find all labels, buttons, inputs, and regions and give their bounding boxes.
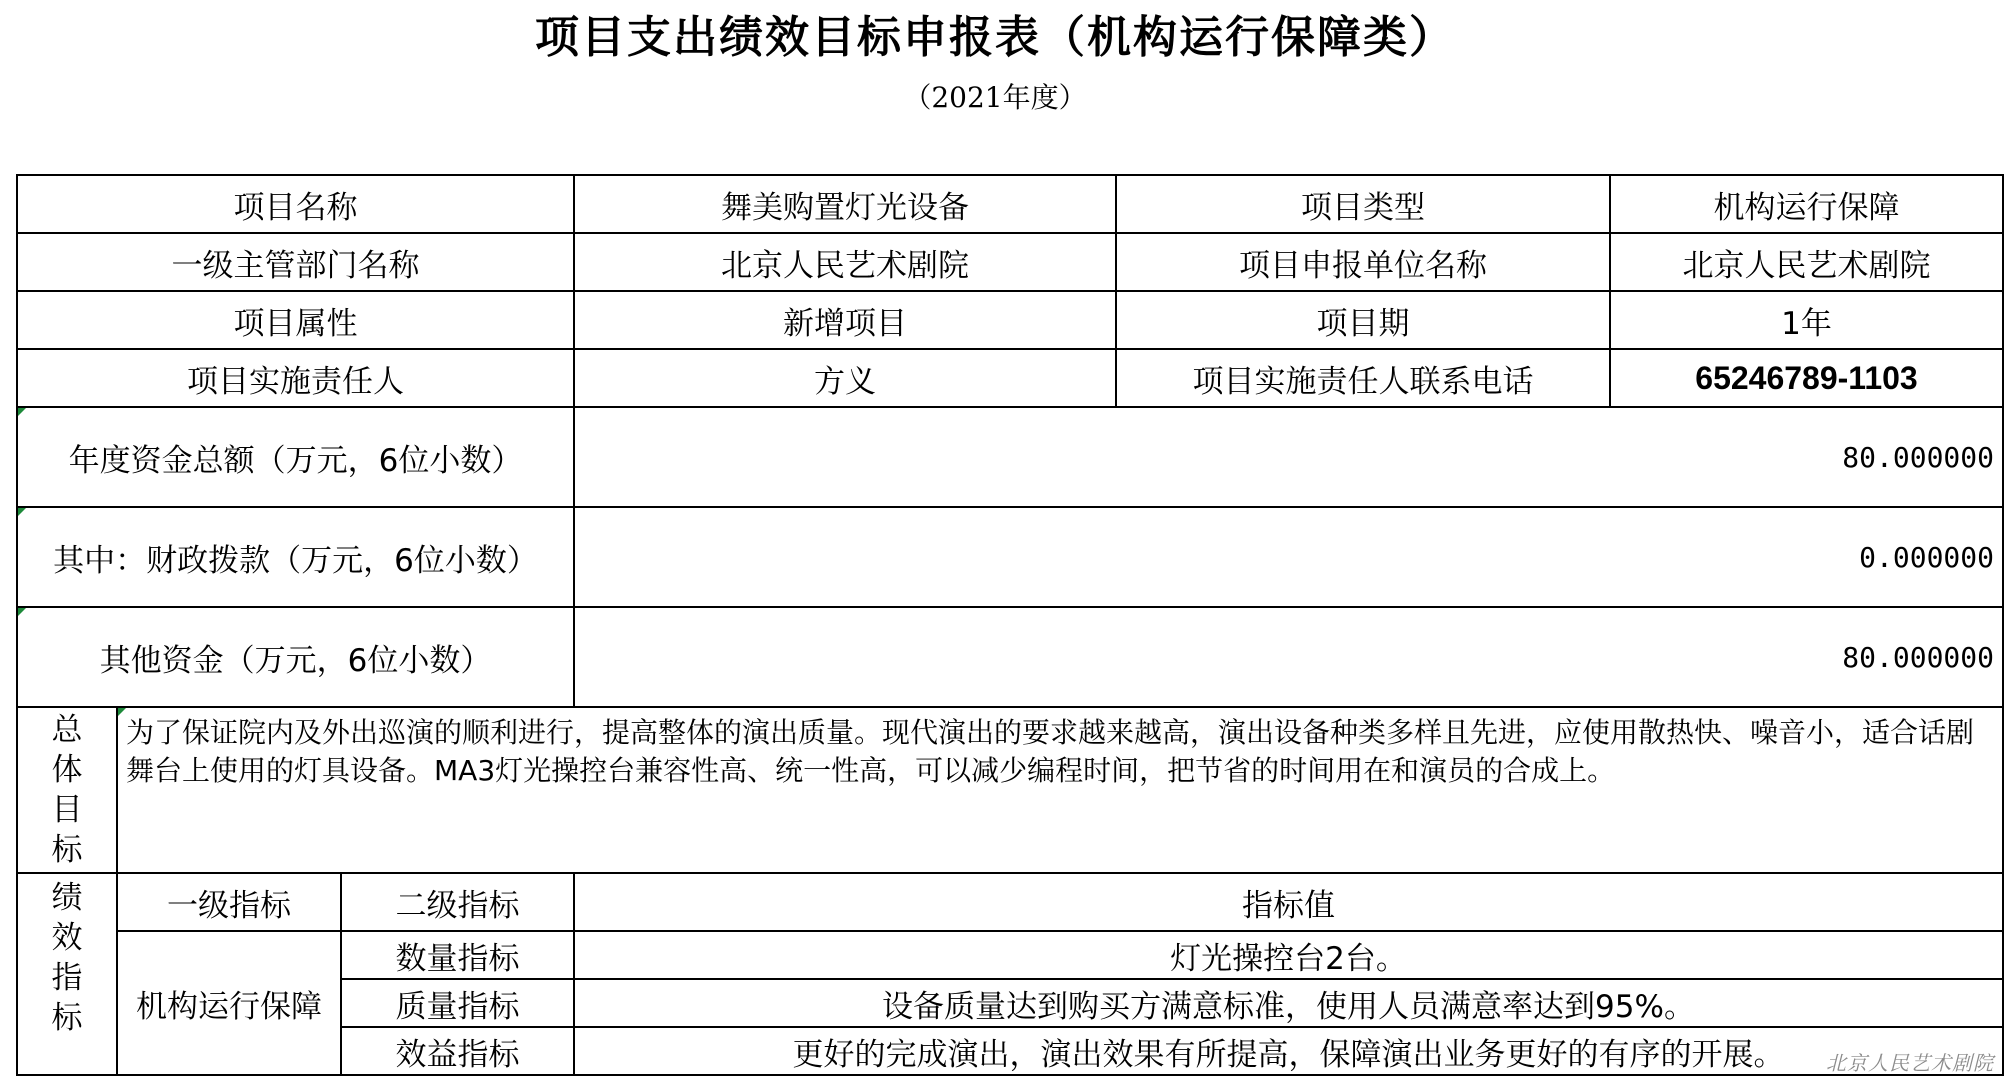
total-funds-text: 年度资金总额（万元，6位小数） — [68, 442, 523, 479]
performance-indicator-label — [17, 873, 117, 1075]
overall-goal-label — [17, 707, 117, 873]
goal-label-char: 总 — [51, 712, 83, 748]
other-funds-text: 其他资金（万元，6位小数） — [99, 642, 492, 679]
cell-marker-icon — [18, 608, 26, 616]
row-other-funds — [17, 607, 2003, 707]
phone-label: 项目实施责任人联系电话 — [1116, 349, 1610, 407]
total-funds-value: 80.000000 — [574, 407, 2003, 507]
page-title: 项目支出绩效目标申报表（机构运行保障类） — [535, 12, 1455, 63]
attr-label: 项目属性 — [17, 291, 574, 349]
fiscal-funds-label — [17, 507, 574, 607]
fiscal-funds-text: 其中：财政拨款（万元，6位小数） — [53, 542, 538, 579]
indicator-value: 灯光操控台2台。 — [574, 931, 2003, 979]
attr-value: 新增项目 — [574, 291, 1116, 349]
row-attribute — [17, 291, 2003, 349]
goal-label-char: 标 — [51, 832, 83, 868]
indicator-label-char: 效 — [51, 920, 83, 956]
indicator-row — [17, 931, 2003, 979]
level2-indicator: 质量指标 — [341, 979, 574, 1027]
overall-goal-text: 为了保证院内及外出巡演的顺利进行，提高整体的演出质量。现代演出的要求越来越高，演出设备种类多样且先进，应使用散热快、噪音小，适合话剧舞台上使用的灯具设备。MA3灯光操控台兼容性高、统一性高，可以减少编程时间，把节省的时间用在和演员的合成上。 — [126, 716, 1975, 787]
unit-value: 北京人民艺术剧院 — [1610, 233, 2003, 291]
indicator-header-row — [17, 873, 2003, 931]
row-overall-goal — [17, 707, 2003, 873]
project-name-label: 项目名称 — [17, 175, 574, 233]
row-total-funds — [17, 407, 2003, 507]
row-person — [17, 349, 2003, 407]
col-header-level2: 二级指标 — [341, 873, 574, 931]
level2-indicator: 数量指标 — [341, 931, 574, 979]
level1-indicator: 机构运行保障 — [117, 931, 341, 1075]
indicator-value: 设备质量达到购买方满意标准，使用人员满意率达到95%。 — [574, 979, 2003, 1027]
indicator-label-char: 绩 — [51, 880, 83, 916]
project-name-value: 舞美购置灯光设备 — [574, 175, 1116, 233]
row-project-name — [17, 175, 2003, 233]
col-header-value: 指标值 — [574, 873, 2003, 931]
col-header-level1: 一级指标 — [117, 873, 341, 931]
period-label: 项目期 — [1116, 291, 1610, 349]
goal-label-char: 目 — [51, 792, 83, 828]
performance-form-table — [16, 174, 2004, 1076]
row-fiscal-funds — [17, 507, 2003, 607]
indicator-label-char: 标 — [51, 1000, 83, 1036]
other-funds-value: 80.000000 — [574, 607, 2003, 707]
total-funds-label — [17, 407, 574, 507]
row-department — [17, 233, 2003, 291]
phone-value: 65246789-1103 — [1610, 349, 2003, 407]
year-subtitle: （2021年度） — [903, 81, 1087, 114]
overall-goal-text-cell — [117, 707, 2003, 873]
person-label: 项目实施责任人 — [17, 349, 574, 407]
dept-label: 一级主管部门名称 — [17, 233, 574, 291]
unit-label: 项目申报单位名称 — [1116, 233, 1610, 291]
fiscal-funds-value: 0.000000 — [574, 507, 2003, 607]
cell-marker-icon — [118, 708, 126, 716]
project-type-label: 项目类型 — [1116, 175, 1610, 233]
cell-marker-icon — [18, 508, 26, 516]
indicator-value: 更好的完成演出，演出效果有所提高，保障演出业务更好的有序的开展。 — [574, 1027, 2003, 1075]
other-funds-label — [17, 607, 574, 707]
indicator-label-char: 指 — [51, 960, 83, 996]
period-value: 1年 — [1610, 291, 2003, 349]
level2-indicator: 效益指标 — [341, 1027, 574, 1075]
project-type-value: 机构运行保障 — [1610, 175, 2003, 233]
watermark: 北京人民艺术剧院 — [1826, 1051, 1994, 1075]
cell-marker-icon — [18, 408, 26, 416]
person-value: 方义 — [574, 349, 1116, 407]
goal-label-char: 体 — [51, 752, 83, 788]
dept-value: 北京人民艺术剧院 — [574, 233, 1116, 291]
